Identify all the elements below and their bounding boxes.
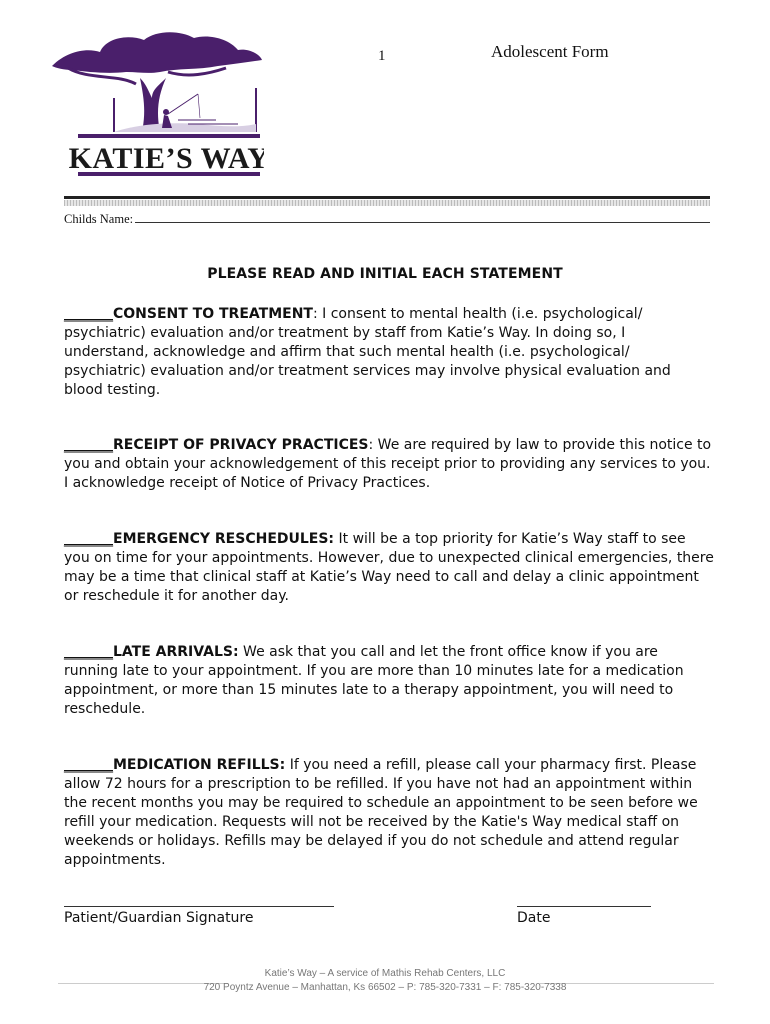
statement-sep: : (312, 306, 318, 322)
header-divider (64, 196, 710, 199)
initial-blank[interactable]: _______ (64, 306, 113, 322)
statement-late-arrivals (64, 643, 714, 719)
date-label: Date (517, 910, 551, 926)
date-field[interactable] (517, 906, 651, 907)
child-name-row (64, 211, 710, 227)
statement-body: If you need a refill, please call your pharmacy first. Please allow 72 hours for a prescription to be refilled. If you have not had an appointment within the recent months you may be required to schedule an appointment to be seen before we refill your medication. Requests will not be received by the Katie's Way medical staff on weekends or holidays. Refills may be delayed if you do not schedule and attend regular appointments. (64, 757, 698, 868)
statement-title: RECEIPT OF PRIVACY PRACTICES (113, 437, 369, 453)
form-title: Adolescent Form (491, 42, 609, 61)
statement-title: EMERGENCY RESCHEDULES: (113, 531, 335, 547)
statement-body: I consent to mental health (i.e. psychological/ psychiatric) evaluation and/or treatment by staff from Katie’s Way. In doing so, I understand, acknowledge and affirm that such mental health (i.e. psychological/ psychiatric) evaluation and/or treatment services may involve physical evaluation and blood testing. (64, 306, 671, 398)
statement-title: MEDICATION REFILLS: (113, 757, 286, 773)
footer-company: Katie’s Way – A service of Mathis Rehab Centers, LLC (264, 968, 506, 979)
signature-field[interactable] (64, 906, 334, 907)
statement-body: We are required by law to provide this notice to you and obtain your acknowledgement of this receipt prior to providing any services to you. I acknowledge receipt of Notice of Privacy Practices. (64, 437, 712, 491)
lake-icon (114, 123, 256, 132)
statement-medication-refills (64, 756, 714, 870)
statement-privacy (64, 436, 714, 493)
statement-consent (64, 305, 714, 400)
initial-blank[interactable]: _______ (64, 437, 113, 453)
statement-title: CONSENT TO TREATMENT (113, 306, 313, 322)
initial-blank[interactable]: _______ (64, 531, 113, 547)
child-name-field[interactable] (135, 211, 710, 223)
statement-body: It will be a top priority for Katie’s Way staff to see you on time for your appointments. However, due to unexpected clinical emergencies, there may be a time that clinical staff at Katie’s Way need to call and delay a clinic appointment or reschedule it for another day. (64, 531, 714, 604)
footer-address: 720 Poyntz Avenue – Manhattan, Ks 66502 – P: 785-320-7331 – F: 785-320-7338 (203, 982, 567, 993)
statement-body: We ask that you call and let the front office know if you are running late to your appointment. If you are more than 10 minutes late for a medication appointment, or more than 15 minutes late to a therapy appointment, you will need to reschedule. (64, 644, 684, 717)
statement-emergency (64, 530, 714, 606)
statement-sep: : (368, 437, 374, 453)
signature-label: Patient/Guardian Signature (64, 910, 254, 926)
tree-canopy-icon (52, 32, 262, 73)
statement-title: LATE ARRIVALS: (113, 644, 239, 660)
initial-blank[interactable]: _______ (64, 644, 113, 660)
header-divider-shadow (64, 200, 710, 206)
page-number: 1 (378, 48, 386, 64)
instruction-heading: PLEASE READ AND INITIAL EACH STATEMENT (207, 266, 563, 282)
initial-blank[interactable]: _______ (64, 757, 113, 773)
fisherman-icon (162, 94, 200, 128)
child-name-label: Childs Name: (64, 212, 134, 226)
katies-way-logo (48, 28, 264, 184)
logo-wordmark: KATIE’S WAY (68, 142, 264, 175)
